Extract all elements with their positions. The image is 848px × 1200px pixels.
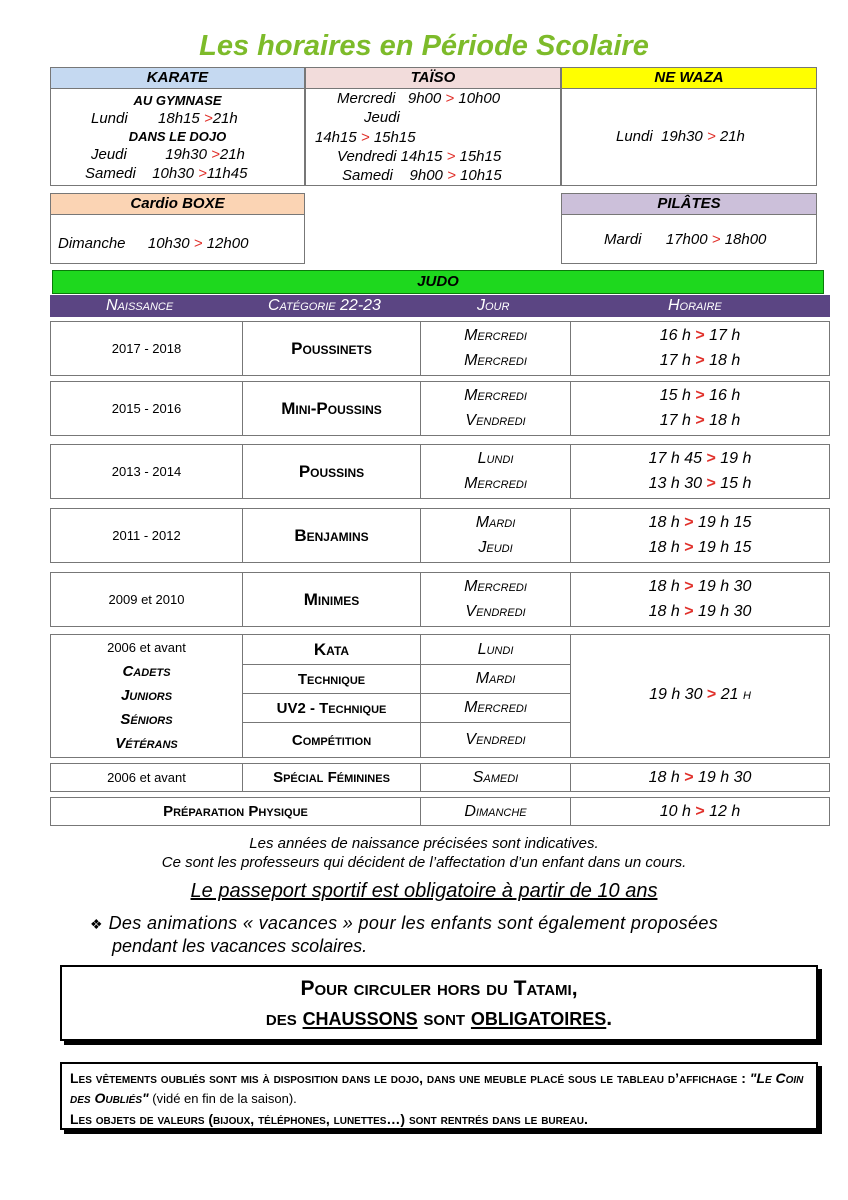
time-start: 18 h — [648, 578, 680, 595]
group-juniors: Juniors — [120, 686, 173, 704]
category-technique: Technique — [297, 670, 366, 688]
text-slippers: chaussons — [302, 1003, 418, 1031]
time-2 — [571, 536, 829, 560]
taiso-line-1 — [337, 90, 500, 107]
column-birth: Naissance — [106, 297, 174, 314]
taiso-panel — [305, 88, 561, 186]
birth-years: 2015 - 2016 — [111, 401, 182, 416]
judo-row — [50, 381, 830, 436]
time-end: 19 h 30 — [698, 603, 752, 620]
senior-time — [571, 635, 829, 757]
preparation-row — [50, 797, 830, 826]
time-start: 10h30 — [152, 165, 194, 182]
note-years: Les années de naissance précisées sont indicatives. — [249, 835, 599, 852]
time-start: 18 h — [648, 539, 680, 556]
day: Mardi — [604, 231, 642, 248]
time-end: 12 h — [709, 802, 741, 820]
time-start: 10h30 — [147, 235, 190, 252]
day-lundi: Lundi — [477, 640, 514, 658]
day-2: Vendredi — [465, 412, 526, 429]
time-start: 18 h — [648, 603, 680, 620]
column-category: Catégorie 22-23 — [268, 297, 381, 314]
time-end: 10h15 — [460, 167, 502, 184]
time-1 — [571, 384, 829, 408]
time-start: 16 h — [659, 327, 691, 344]
time-start: 18 h — [648, 768, 680, 786]
time-end: 21h — [212, 110, 238, 127]
taiso-line-5 — [342, 167, 502, 184]
arrow-icon: > — [193, 235, 203, 252]
category: Minimes — [303, 589, 360, 609]
time-start: 19h30 — [661, 128, 703, 145]
time-start: 14h15 — [315, 129, 357, 146]
category: Poussins — [298, 461, 365, 481]
time-2 — [571, 349, 829, 373]
note-teachers: Ce sont les professeurs qui décident de l’affectation d’un enfant dans un cours. — [161, 854, 687, 871]
day: Mercredi — [337, 90, 396, 107]
arrow-icon: > — [711, 231, 721, 248]
time-end: 15h15 — [373, 129, 416, 146]
time-end: 19 h 30 — [698, 768, 752, 786]
arrow-icon: > — [684, 768, 694, 786]
arrow-icon: > — [203, 110, 213, 127]
senior-group — [50, 634, 830, 758]
category-uv2: UV2 - Technique — [276, 699, 387, 717]
time-end: 16 h — [709, 387, 741, 404]
karate-header: KARATE — [50, 67, 305, 89]
birth-years: 2017 - 2018 — [111, 341, 182, 356]
time-end: 12h00 — [206, 235, 249, 252]
arrow-icon: > — [198, 165, 207, 182]
karate-place-gym: AU GYMNASE — [133, 93, 222, 108]
time-end: 11h45 — [206, 165, 248, 182]
time-end: 18 h — [709, 352, 741, 369]
preparation-time — [571, 798, 829, 825]
judo-row — [50, 572, 830, 627]
arrow-icon: > — [360, 129, 370, 146]
time-2 — [571, 472, 829, 496]
time-start: 13 h 30 — [648, 475, 702, 492]
time-start: 17 h 45 — [648, 450, 702, 467]
arrow-icon: > — [695, 412, 705, 429]
arrow-icon: > — [684, 539, 694, 556]
judo-column-header — [50, 295, 830, 317]
karate-place-dojo: DANS LE DOJO — [128, 129, 227, 144]
pilates-header: PILÂTES — [561, 193, 817, 215]
arrow-icon: > — [684, 514, 694, 531]
text: . — [606, 1007, 613, 1030]
day-1: Mercredi — [464, 387, 527, 404]
day: Dimanche — [58, 235, 126, 252]
day-1: Mardi — [475, 514, 516, 531]
time-start: 17 h — [659, 412, 691, 429]
category: Mini-Poussins — [281, 398, 382, 418]
karate-panel — [50, 88, 305, 186]
time-start: 15 h — [659, 387, 691, 404]
day: Vendredi — [337, 148, 397, 165]
valuables-text: Les objets de valeurs (bijoux, téléphones, lunettes…) sont rentrés dans le bureau. — [70, 1111, 588, 1127]
time-start: 19 h 30 — [649, 686, 703, 703]
arrow-icon: > — [706, 450, 716, 467]
slippers-line-2 — [62, 1003, 816, 1032]
senior-year: 2006 et avant — [107, 639, 186, 655]
cardio-panel — [50, 214, 305, 264]
taiso-line-2 — [364, 109, 400, 126]
preparation-day: Dimanche — [464, 802, 527, 820]
arrow-icon: > — [684, 578, 694, 595]
column-day: Jour — [477, 297, 510, 314]
arrow-icon: > — [695, 802, 705, 820]
day: Jeudi — [364, 109, 400, 126]
time-1 — [571, 511, 829, 535]
day-1: Lundi — [477, 450, 514, 467]
feminine-time — [571, 764, 829, 791]
time-start: 9h00 — [409, 167, 443, 184]
category: Poussinets — [291, 338, 372, 358]
time-end: 15h15 — [459, 148, 502, 165]
pilates-line — [604, 231, 766, 248]
karate-line-2 — [91, 146, 245, 163]
column-time: Horaire — [668, 297, 722, 314]
holiday-line-1: Des animations « vacances » pour les enfants sont également proposées — [108, 913, 719, 933]
birth-years: 2013 - 2014 — [111, 464, 182, 479]
pilates-panel — [561, 214, 817, 264]
holiday-line-2: pendant les vacances scolaires. — [112, 936, 368, 956]
group-veterans: Vétérans — [115, 734, 178, 752]
feminine-row — [50, 763, 830, 792]
time-end: 18 h — [709, 412, 741, 429]
day-2: Jeudi — [478, 539, 513, 556]
time-end: 21 h — [720, 686, 751, 703]
category-competition: Compétition — [291, 731, 372, 749]
day: Jeudi — [91, 146, 127, 163]
time-2 — [571, 409, 829, 433]
time-end: 17 h — [709, 327, 741, 344]
time-start: 17h00 — [665, 231, 708, 248]
day-2: Mercredi — [464, 352, 527, 369]
arrow-icon: > — [445, 90, 455, 107]
text: sont — [417, 1007, 471, 1030]
page-title: Les horaires en Période Scolaire — [199, 30, 649, 62]
time-start: 17 h — [659, 352, 691, 369]
time-end: 19 h 15 — [698, 514, 752, 531]
day-mardi: Mardi — [475, 670, 516, 687]
day-1: Mercredi — [464, 578, 527, 595]
time-start: 19h30 — [165, 146, 207, 163]
time-1 — [571, 324, 829, 348]
category: Benjamins — [294, 525, 369, 545]
slippers-line-1: Pour circuler hors du Tatami, — [300, 977, 578, 1000]
day-2: Vendredi — [465, 603, 526, 620]
arrow-icon: > — [211, 146, 220, 163]
day: Samedi — [342, 167, 393, 184]
time-end: 10h00 — [458, 90, 501, 107]
arrow-icon: > — [446, 148, 456, 165]
ne-waza-header: NE WAZA — [561, 67, 817, 89]
group-cadets: Cadets — [122, 662, 171, 680]
day: Samedi — [85, 165, 136, 182]
cardio-header: Cardio BOXE — [50, 193, 305, 215]
lost-items-text — [70, 1068, 808, 1109]
karate-line-3 — [85, 165, 247, 182]
time-1 — [571, 447, 829, 471]
feminine-year: 2006 et avant — [107, 770, 186, 785]
time-end: 19 h 30 — [698, 578, 752, 595]
judo-header: JUDO — [52, 270, 824, 294]
feminine-category: Spécial Féminines — [273, 769, 390, 786]
day-2: Mercredi — [464, 475, 527, 492]
arrow-icon: > — [695, 352, 705, 369]
taiso-header: TAÏSO — [305, 67, 561, 89]
day: Lundi — [91, 110, 128, 127]
arrow-icon: > — [706, 686, 717, 703]
arrow-icon: > — [695, 327, 705, 344]
day: Lundi — [616, 128, 653, 145]
judo-row — [50, 508, 830, 563]
birth-years: 2011 - 2012 — [112, 528, 181, 543]
arrow-icon: > — [706, 128, 716, 145]
time-start: 18h15 — [158, 110, 200, 127]
arrow-icon: > — [706, 475, 716, 492]
time-end: 21h — [219, 146, 245, 163]
time-end: 19 h 15 — [698, 539, 752, 556]
taiso-line-4 — [337, 148, 501, 165]
time-end: 19 h — [720, 450, 752, 467]
karate-line-1 — [91, 110, 238, 127]
lost-items-notice — [60, 1062, 818, 1130]
day-mercredi: Mercredi — [464, 699, 527, 716]
category-kata: Kata — [313, 639, 350, 659]
day-vendredi: Vendredi — [465, 731, 526, 748]
time-start: 9h00 — [407, 90, 442, 107]
ne-waza-line — [616, 128, 745, 145]
group-seniors: Séniors — [120, 710, 173, 728]
birth-years: 2009 et 2010 — [108, 592, 185, 607]
time-end: 15 h — [720, 475, 752, 492]
text: des — [265, 1007, 303, 1030]
text: (vidé en fin de la saison). — [148, 1091, 297, 1106]
day-1: Mercredi — [464, 327, 527, 344]
time-2 — [571, 600, 829, 624]
passport-notice: Le passeport sportif est obligatoire à partir de 10 ans — [190, 880, 658, 902]
arrow-icon: > — [447, 167, 456, 184]
ne-waza-panel — [561, 88, 817, 186]
time-1 — [571, 575, 829, 599]
preparation-category: Préparation Physique — [163, 803, 308, 820]
holiday-notice — [90, 913, 810, 934]
cardio-line — [58, 235, 248, 252]
time-end: 21h — [719, 128, 745, 145]
time-start: 14h15 — [400, 148, 443, 165]
arrow-icon: > — [684, 603, 694, 620]
bullet-diamond-icon: ❖ — [90, 916, 103, 932]
time-start: 18 h — [648, 514, 680, 531]
taiso-line-3 — [315, 129, 416, 146]
judo-row — [50, 444, 830, 499]
text-corner: "Le Coin des Oubliés" — [70, 1070, 804, 1106]
arrow-icon: > — [695, 387, 705, 404]
text: Les vêtements oubliés sont mis à disposition dans le dojo, dans une meuble placé sous le tableau d’affichage : — [70, 1070, 750, 1086]
slippers-notice — [60, 965, 818, 1041]
time-start: 10 h — [659, 802, 691, 820]
feminine-day: Samedi — [472, 768, 519, 786]
text-mandatory: obligatoires — [470, 1003, 607, 1031]
time-end: 18h00 — [724, 231, 767, 248]
judo-row — [50, 321, 830, 376]
